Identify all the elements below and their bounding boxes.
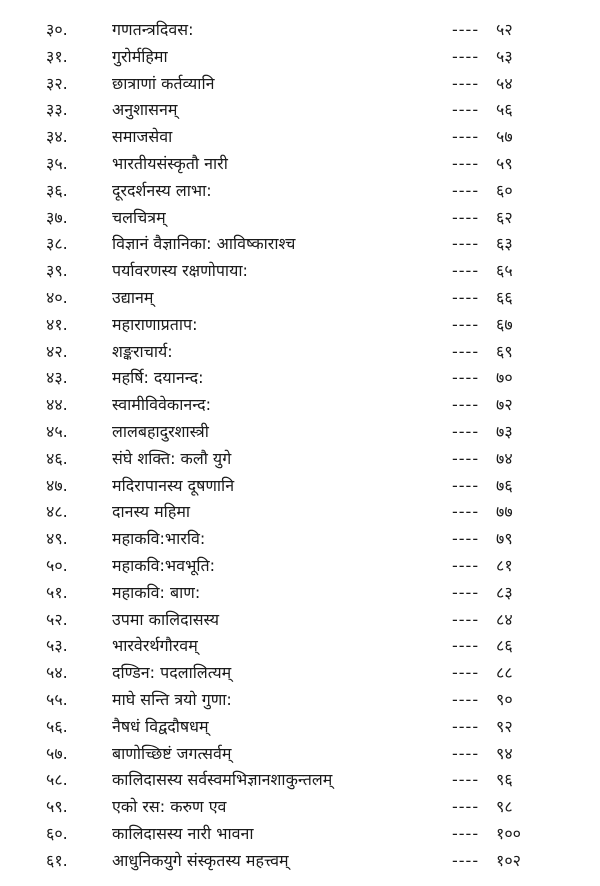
page-number: ६६ [496,287,513,307]
entry-title: मदिरापानस्य दूषणानि [112,475,235,495]
toc-entry [0,97,600,124]
page-number: ६० [496,180,513,200]
page-number: ९६ [496,770,513,790]
toc-entry [0,794,600,821]
toc-entry [0,473,600,500]
leader-dashes: ---- [452,207,480,227]
entry-title: दानस्य महिमा [112,502,191,522]
toc-entry [0,124,600,151]
toc-entry [0,607,600,634]
page-number: ७७ [496,502,513,522]
entry-number: ४२. [46,341,68,361]
entry-number: ४३. [46,368,68,388]
page-number: ८६ [496,636,513,656]
leader-dashes: ---- [452,100,480,120]
toc-entry [0,446,600,473]
toc-entry [0,580,600,607]
entry-number: ३४. [46,127,68,147]
entry-number: ३७. [46,207,68,227]
entry-number: ४५. [46,421,68,441]
page-number: ६३ [496,234,513,254]
page-number: ८३ [496,582,513,602]
leader-dashes: ---- [452,46,480,66]
leader-dashes: ---- [452,663,480,683]
toc-entry [0,231,600,258]
leader-dashes: ---- [452,153,480,173]
leader-dashes: ---- [452,127,480,147]
page-number: ६५ [496,261,513,281]
leader-dashes: ---- [452,555,480,575]
leader-dashes: ---- [452,770,480,790]
page-number: ७० [496,368,513,388]
entry-title: शङ्कराचार्य: [112,341,173,361]
leader-dashes: ---- [452,448,480,468]
leader-dashes: ---- [452,797,480,817]
entry-number: ४१. [46,314,68,334]
entry-title: दण्डिन: पदलालित्यम् [112,663,232,683]
toc-entry [0,258,600,285]
entry-number: ३२. [46,73,68,93]
entry-number: ५८. [46,770,68,790]
entry-number: ३१. [46,46,68,66]
entry-number: ४८. [46,502,68,522]
entry-number: ६१. [46,850,68,870]
leader-dashes: ---- [452,743,480,763]
toc-entry [0,419,600,446]
entry-number: ३३. [46,100,68,120]
entry-title: महर्षि: दयानन्द: [112,368,204,388]
entry-number: ५०. [46,555,68,575]
page-number: ८८ [496,663,513,683]
entry-number: ३९. [46,261,68,281]
leader-dashes: ---- [452,314,480,334]
leader-dashes: ---- [452,20,480,39]
table-of-contents [0,17,600,875]
toc-entry [0,499,600,526]
entry-number: ५५. [46,689,68,709]
entry-title: महाकवि:भारवि: [112,529,206,549]
entry-number: ४९. [46,529,68,549]
entry-number: ५६. [46,716,68,736]
leader-dashes: ---- [452,716,480,736]
entry-title: पर्यावरणस्य रक्षणोपाया: [112,261,248,281]
leader-dashes: ---- [452,609,480,629]
toc-entry [0,44,600,71]
toc-entry [0,553,600,580]
toc-entry [0,205,600,232]
page-number: ७३ [496,421,513,441]
entry-title: एको रस: करुण एव [112,797,227,817]
entry-title: संघे शक्ति: कलौ युगे [112,448,232,468]
toc-entry [0,17,600,44]
toc-entry [0,365,600,392]
leader-dashes: ---- [452,73,480,93]
toc-entry [0,312,600,339]
entry-title: महाराणाप्रताप: [112,314,198,334]
leader-dashes: ---- [452,180,480,200]
page-number: ५३ [496,46,513,66]
entry-title: बाणोच्छिष्टं जगत्सर्वम् [112,743,232,763]
leader-dashes: ---- [452,395,480,415]
page-number: ६९ [496,341,513,361]
entry-number: ३५. [46,153,68,173]
page-number: ६७ [496,314,513,334]
entry-title: नैषधं विद्वदौषधम् [112,716,209,736]
toc-entry [0,767,600,794]
toc-entry [0,821,600,848]
entry-title: उद्यानम् [112,287,154,307]
entry-title: समाजसेवा [112,127,173,147]
toc-entry [0,71,600,98]
entry-title: गुरोर्महिमा [112,46,168,66]
leader-dashes: ---- [452,421,480,441]
leader-dashes: ---- [452,850,480,870]
entry-number: ५७. [46,743,68,763]
toc-entry [0,633,600,660]
toc-entry [0,178,600,205]
toc-entry [0,526,600,553]
page-number: ७२ [496,395,513,415]
entry-number: ४०. [46,287,68,307]
page-number: ९८ [496,797,513,817]
page-number: ६२ [496,207,513,227]
entry-title: छात्राणां कर्तव्यानि [112,73,215,93]
leader-dashes: ---- [452,287,480,307]
entry-title: भारतीयसंस्कृतौ नारी [112,153,228,173]
leader-dashes: ---- [452,823,480,843]
page-number: ५७ [496,127,513,147]
entry-number: ५३. [46,636,68,656]
page-number: ५२ [496,20,513,39]
entry-title: महाकवि:भवभूति: [112,555,215,575]
page-number: ७९ [496,529,513,549]
page-number: ८१ [496,555,513,575]
toc-entry [0,741,600,768]
entry-title: स्वामीविवेकानन्द: [112,395,212,415]
entry-number: ४७. [46,475,68,495]
entry-number: ३०. [46,20,68,39]
entry-number: ६०. [46,823,68,843]
entry-number: ५९. [46,797,68,817]
page-number: ९२ [496,716,513,736]
toc-entry [0,660,600,687]
page-number: ५४ [496,73,513,93]
leader-dashes: ---- [452,502,480,522]
entry-title: कालिदासस्य नारी भावना [112,823,254,843]
leader-dashes: ---- [452,341,480,361]
toc-entry [0,714,600,741]
page-number: १०० [496,823,521,843]
page-number: १०२ [496,850,521,870]
entry-number: ३६. [46,180,68,200]
entry-number: ५२. [46,609,68,629]
toc-entry [0,392,600,419]
page-number: ७६ [496,475,513,495]
leader-dashes: ---- [452,689,480,709]
leader-dashes: ---- [452,261,480,281]
page-number: ७४ [496,448,513,468]
entry-title: अनुशासनम् [112,100,178,120]
entry-title: गणतन्त्रदिवस: [112,20,194,39]
entry-title: उपमा कालिदासस्य [112,609,220,629]
leader-dashes: ---- [452,636,480,656]
leader-dashes: ---- [452,368,480,388]
entry-title: महाकवि: बाण: [112,582,201,602]
entry-number: ५४. [46,663,68,683]
entry-title: आधुनिकयुगे संस्कृतस्य महत्त्वम् [112,850,289,870]
entry-number: ४६. [46,448,68,468]
entry-title: विज्ञानं वैज्ञानिका: आविष्काराश्च [112,234,296,254]
entry-title: दूरदर्शनस्य लाभा: [112,180,212,200]
entry-title: चलचित्रम् [112,207,166,227]
page-number: ९० [496,689,513,709]
entry-number: ४४. [46,395,68,415]
entry-title: कालिदासस्य सर्वस्वमभिज्ञानशाकुन्तलम् [112,770,333,790]
leader-dashes: ---- [452,529,480,549]
entry-number: ५१. [46,582,68,602]
toc-entry [0,151,600,178]
leader-dashes: ---- [452,582,480,602]
page-number: ५९ [496,153,513,173]
entry-title: माघे सन्ति त्रयो गुणा: [112,689,232,709]
toc-entry [0,339,600,366]
entry-number: ३८. [46,234,68,254]
entry-title: लालबहादुरशास्त्री [112,421,209,441]
leader-dashes: ---- [452,475,480,495]
toc-entry [0,848,600,875]
leader-dashes: ---- [452,234,480,254]
page-number: ९४ [496,743,513,763]
entry-title: भारवेरर्थगौरवम् [112,636,198,656]
toc-entry [0,285,600,312]
toc-entry [0,687,600,714]
page-number: ८४ [496,609,513,629]
page-number: ५६ [496,100,513,120]
